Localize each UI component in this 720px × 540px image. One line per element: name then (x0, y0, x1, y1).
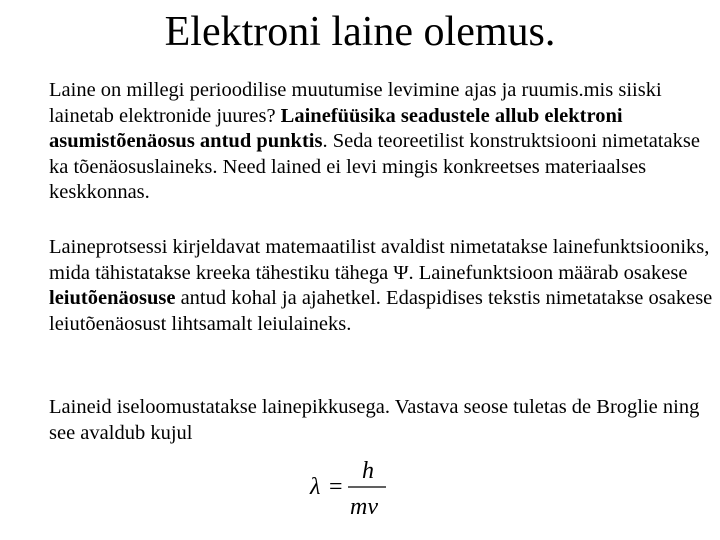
paragraph-wavefunction (49, 235, 719, 337)
paragraph-text: . Seda teoreetilist konstruktsiooni nimetatakse ka tõenäosuslaineks. Need lained ei levi mingis konkreetses materiaalses keskkonnas. (49, 130, 700, 203)
formula-numerator: h (362, 458, 374, 484)
paragraph-text: Laine on millegi perioodilise muutumise levimine ajas ja ruumis.mis siiski lainetab elektronide juures? (49, 79, 662, 127)
formula-denominator: mv (350, 494, 378, 518)
paragraph-de-broglie (49, 395, 719, 446)
slide-title: Elektroni laine olemus. (164, 9, 556, 55)
de-broglie-formula (300, 456, 400, 518)
paragraph-bold-text: leiutõenäosuse (49, 287, 176, 309)
paragraph-text: Laineprotsessi kirjeldavat matemaatilist avaldist nimetatakse lainefunktsiooniks, mida tähistatakse kreeka tähestiku tähega Ψ. Lainefunktsioon määrab osakese (49, 236, 710, 284)
paragraph-bold-text: Lainefüüsika seadustele allub elektroni asumistõenäosus antud punktis (49, 104, 623, 152)
paragraph-text: antud kohal ja ajahetkel. Edaspidises tekstis nimetatakse osakese leiutõenäosust lihtsamalt leiulaineks. (49, 287, 713, 335)
paragraph-text: Laineid iseloomustatakse lainepikkusega. Vastava seose tuletas de Broglie ning see avaldub kujul (49, 396, 700, 444)
formula-lambda: λ (310, 474, 321, 500)
formula-equals: = (329, 474, 343, 500)
paragraph-wave-definition (49, 78, 719, 206)
